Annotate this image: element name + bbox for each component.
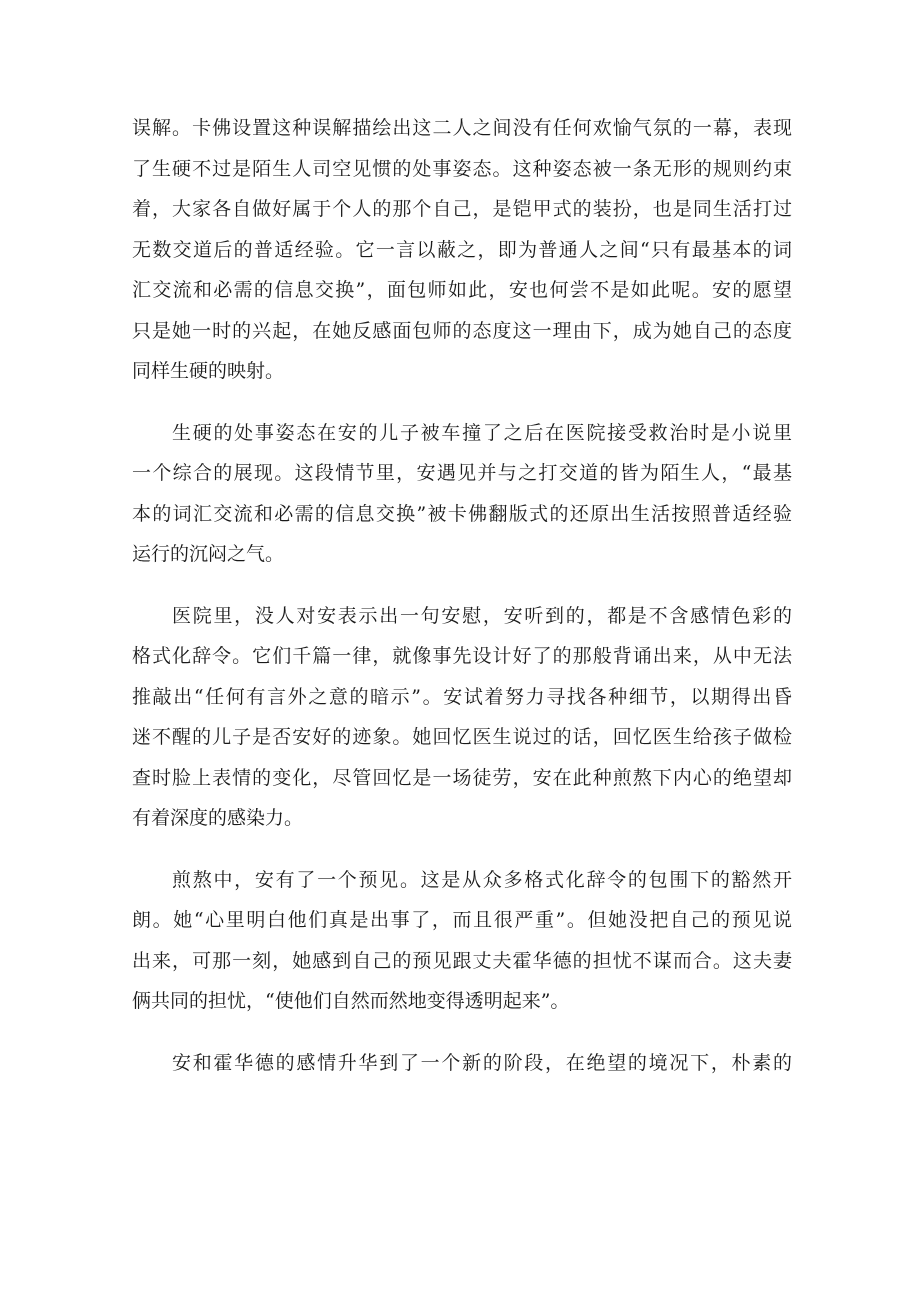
paragraph-3 (132, 596, 792, 839)
paragraph-spacer (132, 575, 792, 596)
text-line: 查时脸上表情的变化，尽管回忆是一场徒劳，安在此种煎熬下内心的绝望却 (132, 766, 792, 789)
paragraph-5 (132, 1043, 792, 1084)
text-line: 运行的沉闷之气。 (132, 543, 285, 565)
text-line: 俩共同的担忧，“使他们自然而然地变得透明起来”。 (132, 990, 570, 1012)
text-line: 煎熬中，安有了一个预见。这是从众多格式化辞令的包围下的豁然开 (172, 868, 792, 891)
text-line: 本的词汇交流和必需的信息交换”被卡佛翻版式的还原出生活按照普适经验 (132, 502, 792, 525)
text-line: 一个综合的展现。这段情节里，安遇见并与之打交道的皆为陌生人，“最基 (132, 462, 792, 484)
text-line: 格式化辞令。它们千篇一律，就像事先设计好了的那般背诵出来，从中无法 (132, 645, 792, 667)
text-line: 医院里，没人对安表示出一句安慰，安听到的，都是不含感情色彩的 (172, 604, 792, 627)
text-line: 同样生硬的映射。 (132, 360, 285, 382)
text-line: 汇交流和必需的信息交换”，面包师如此，安也何尝不是如此呢。安的愿望 (132, 279, 792, 301)
text-line: 无数交道后的普适经验。它一言以蔽之，即为普通人之间“只有最基本的词 (132, 238, 792, 261)
text-line: 推敲出“任何有言外之意的暗示”。安试着努力寻找各种细节，以期得出昏 (132, 685, 792, 708)
text-line: 着，大家各自做好属于个人的那个自己，是铠甲式的装扮，也是同生活打过 (132, 198, 792, 220)
text-line: 只是她一时的兴起，在她反感面包师的态度这一理由下，成为她自己的态度 (132, 319, 792, 342)
text-line: 误解。卡佛设置这种误解描绘出这二人之间没有任何欢愉气氛的一幕，表现 (132, 117, 792, 139)
text-line: 了生硬不过是陌生人司空见惯的处事姿态。这种姿态被一条无形的规则约束 (132, 157, 792, 180)
paragraph-spacer (132, 1022, 792, 1043)
text-line: 迷不醒的儿子是否安好的迹象。她回忆医生说过的话，回忆医生给孩子做检 (132, 726, 792, 748)
paragraph-2 (132, 413, 792, 575)
text-line: 朗。她“心里明白他们真是出事了，而且很严重”。但她没把自己的预见说 (132, 909, 792, 931)
paragraph-4 (132, 860, 792, 1022)
paragraph-spacer (132, 392, 792, 413)
paragraph-spacer (132, 839, 792, 860)
article-body (132, 108, 792, 1083)
text-line: 出来，可那一刻，她感到自己的预见跟丈夫霍华德的担忧不谋而合。这夫妻 (132, 949, 792, 972)
text-line: 生硬的处事姿态在安的儿子被车撞了之后在医院接受救治时是小说里 (172, 421, 792, 444)
paragraph-1 (132, 108, 792, 392)
text-line: 安和霍华德的感情升华到了一个新的阶段，在绝望的境况下，朴素的 (172, 1051, 792, 1074)
text-line: 有着深度的感染力。 (132, 807, 304, 829)
